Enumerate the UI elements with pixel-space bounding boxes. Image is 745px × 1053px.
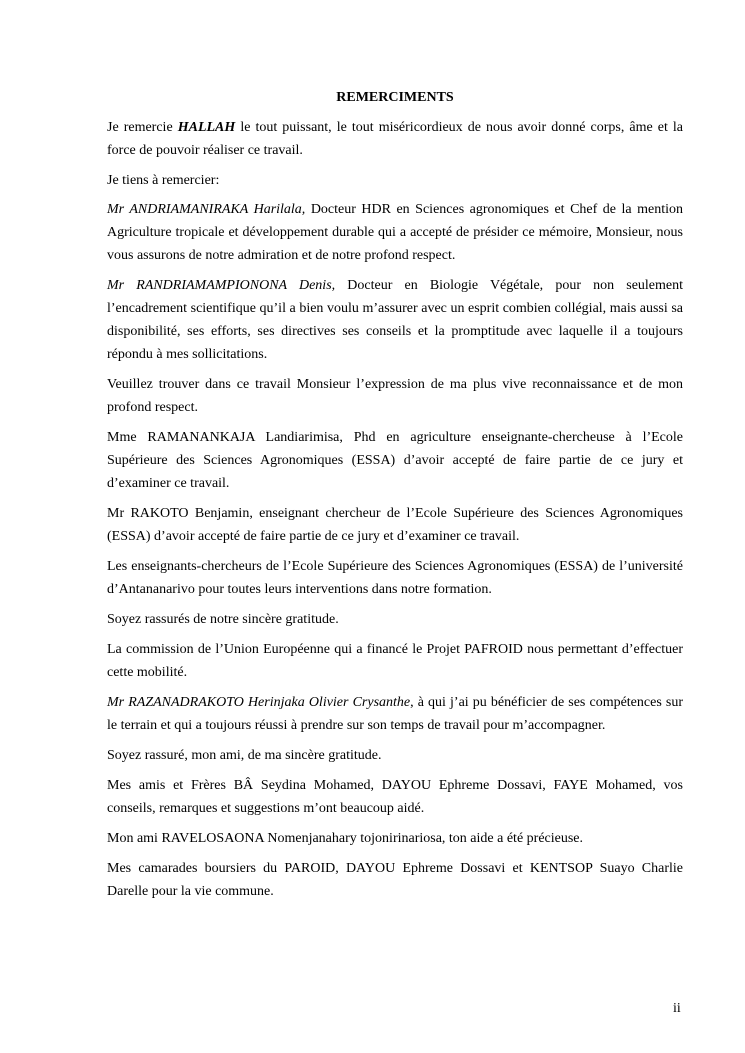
text: le tout puissant, le tout miséricordieux de nous avoir donné corps, âme et la force de pouvoir réaliser ce travail.: [107, 120, 684, 158]
text: Docteur en Biologie Végétale, pour non seulement l’encadrement scientifique qu’il a bien voulu m’assurer avec un esprit combien collégial, mais aussi sa disponibilité, ses efforts, ses directives ses conseils et la promptitude avec laquelle il a toujours répondu à mes sollicitations.: [107, 278, 684, 362]
paragraph-rakoto: Mr RAKOTO Benjamin, enseignant chercheur de l’Ecole Supérieure des Sciences Agronomiques (ESSA) d’avoir accepté de faire partie de ce jury et d’examiner ce travail.: [107, 506, 683, 544]
page-number: ii: [673, 1001, 681, 1016]
paragraph-gratitude-1: Soyez rassurés de notre sincère gratitude.: [107, 612, 339, 627]
document-page: [107, 88, 683, 910]
paragraph-union-europeenne: La commission de l’Union Européenne qui a financé le Projet PAFROID nous permettant d’effectuer cette mobilité.: [107, 642, 683, 680]
paragraph-reconnaissance: Veuillez trouver dans ce travail Monsieur l’expression de ma plus vive reconnaissance et de mon profond respect.: [107, 377, 683, 415]
name-andriamaniraka: Mr ANDRIAMANIRAKA Harilala,: [107, 202, 306, 217]
paragraph-randriamampionona: [107, 274, 683, 366]
name-randriamampionona: Mr RANDRIAMAMPIONONA Denis,: [107, 278, 336, 293]
name-hallah: HALLAH: [177, 120, 236, 135]
paragraph-razanadrakoto: [107, 691, 683, 737]
text: Docteur HDR en Sciences agronomiques et Chef de la mention Agriculture tropicale et développement durable qui a accepté de présider ce mémoire, Monsieur, nous vous assurons de notre admiration et de notre profond respect.: [107, 202, 683, 263]
paragraph-enseignants: Les enseignants-chercheurs de l’Ecole Supérieure des Sciences Agronomiques (ESSA) de l’université d’Antananarivo pour toutes leurs interventions dans notre formation.: [107, 559, 683, 597]
paragraph-ravelosaona: Mon ami RAVELOSAONA Nomenjanahary tojonirinariosa, ton aide a été précieuse.: [107, 831, 584, 846]
paragraph-amis: Mes amis et Frères BÂ Seydina Mohamed, DAYOU Ephreme Dossavi, FAYE Mohamed, vos conseils, remarques et suggestions m’ont beaucoup aidé.: [107, 778, 683, 816]
paragraph-hallah: [107, 116, 683, 162]
paragraph-andriamaniraka: [107, 198, 683, 267]
text: , à qui j’ai pu bénéficier de ses compétences sur le terrain et qui a toujours réussi à prendre sur son temps de travail pour m’accompagner.: [107, 695, 683, 733]
text: Je remercie: [107, 120, 178, 135]
paragraph-intro: Je tiens à remercier:: [107, 173, 220, 188]
paragraph-ramanankaja: Mme RAMANANKAJA Landiarimisa, Phd en agriculture enseignante-chercheuse à l’Ecole Supérieure des Sciences Agronomiques (ESSA) d’avoir accepté de faire partie de ce jury et d’examiner ce travail.: [107, 430, 683, 491]
name-razanadrakoto: Mr RAZANADRAKOTO Herinjaka Olivier Crysanthe: [107, 695, 411, 710]
page-title: REMERCIMENTS: [336, 90, 454, 105]
paragraph-gratitude-2: Soyez rassuré, mon ami, de ma sincère gratitude.: [107, 748, 382, 763]
paragraph-camarades: Mes camarades boursiers du PAROID, DAYOU Ephreme Dossavi et KENTSOP Suayo Charlie Darelle pour la vie commune.: [107, 861, 683, 899]
